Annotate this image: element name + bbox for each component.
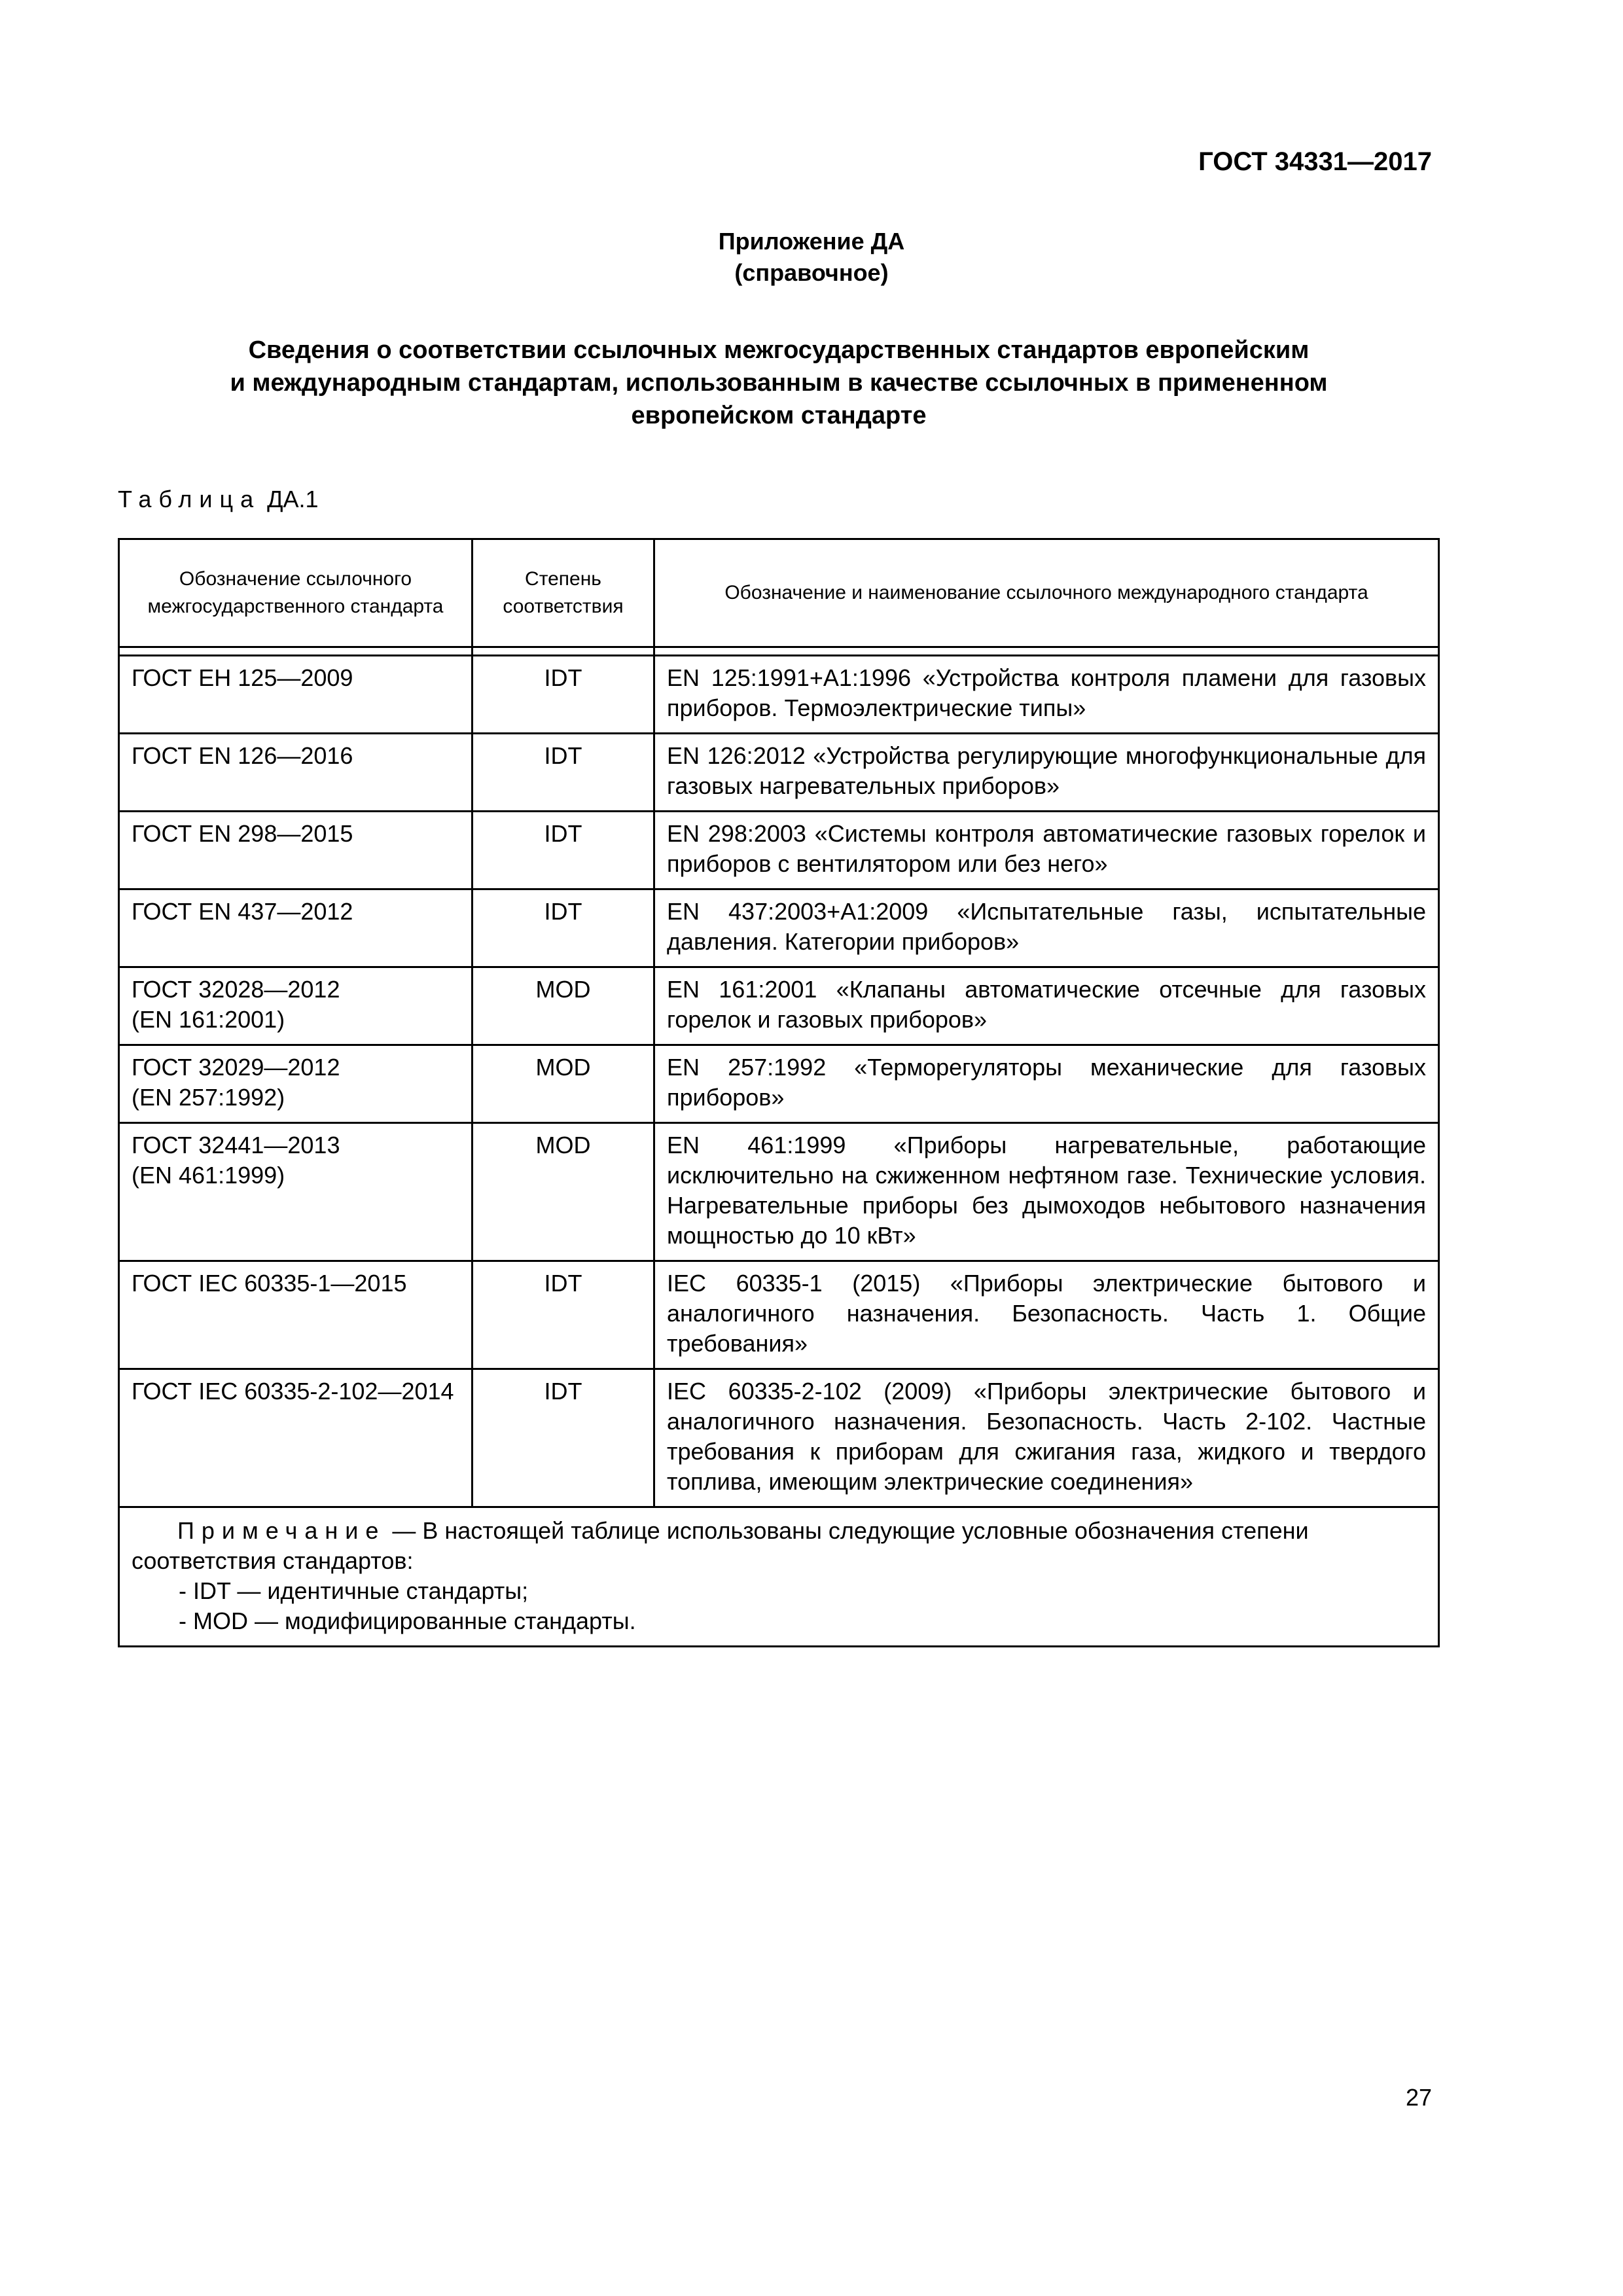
cell-degree: MOD [473, 1123, 654, 1261]
cell-degree: IDT [473, 1369, 654, 1507]
cell-degree: MOD [473, 967, 654, 1045]
cell-degree: IDT [473, 1261, 654, 1369]
cell-degree: MOD [473, 1045, 654, 1123]
table-row [119, 1045, 1439, 1123]
cell-gost [119, 1045, 473, 1123]
standards-table [118, 538, 1440, 1647]
cell-gost [119, 967, 473, 1045]
note-intro [132, 1516, 1426, 1576]
gost-equivalent: (EN 161:2001) [132, 1006, 285, 1033]
cell-intl: IEC 60335-2-102 (2009) «Приборы электрические бытового и аналогичного назначения. Безопасность. Часть 2-102. Частные требования к приборам для сжигания газа, жидкого и твердого топлива, имеющим электрические соединения» [654, 1369, 1439, 1507]
cell-gost: ГОСТ EN 298—2015 [119, 812, 473, 889]
table-caption-number: ДА.1 [260, 486, 319, 512]
gost-equivalent: (EN 257:1992) [132, 1084, 285, 1111]
table-row [119, 812, 1439, 889]
table-row [119, 656, 1439, 734]
header-intl: Обозначение и наименование ссылочного международного стандарта [654, 539, 1439, 647]
table-row [119, 1369, 1439, 1507]
table-row [119, 967, 1439, 1045]
document-code: ГОСТ 34331—2017 [1198, 147, 1432, 176]
header-gap [119, 647, 1439, 656]
table-row [119, 1123, 1439, 1261]
cell-intl: EN 298:2003 «Системы контроля автоматические газовых горелок и приборов с вентилятором или без него» [654, 812, 1439, 889]
table-note-row [119, 1507, 1439, 1647]
gost-equivalent: (EN 461:1999) [132, 1162, 285, 1189]
note-item: - IDT — идентичные стандарты; [179, 1577, 529, 1604]
table-row [119, 734, 1439, 812]
cell-intl: EN 126:2012 «Устройства регулирующие многофункциональные для газовых нагревательных приборов» [654, 734, 1439, 812]
gost-code: ГОСТ 32028—2012 [132, 976, 340, 1003]
annex-kind: (справочное) [734, 259, 889, 286]
section-title-line: Сведения о соответствии ссылочных межгосударственных стандартов европейским [248, 336, 1310, 364]
note-item: - MOD — модифицированные стандарты. [179, 1607, 636, 1634]
table-note [119, 1507, 1439, 1647]
cell-gost: ГОСТ ЕН 125—2009 [119, 656, 473, 734]
cell-intl: EN 257:1992 «Терморегуляторы механические для газовых приборов» [654, 1045, 1439, 1123]
note-text: — В настоящей таблице использованы следующие условные обозначения степени соответствия стандартов: [132, 1517, 1309, 1574]
table-row [119, 889, 1439, 967]
table-row [119, 1261, 1439, 1369]
table-caption [118, 486, 319, 513]
header-gost: Обозначение ссылочного межгосударственного стандарта [119, 539, 473, 647]
cell-gost: ГОСТ IEC 60335-1—2015 [119, 1261, 473, 1369]
cell-gost: ГОСТ EN 126—2016 [119, 734, 473, 812]
cell-degree: IDT [473, 656, 654, 734]
cell-intl: EN 125:1991+A1:1996 «Устройства контроля пламени для газовых приборов. Термоэлектрические типы» [654, 656, 1439, 734]
gost-code: ГОСТ 32441—2013 [132, 1132, 340, 1158]
table-caption-prefix: Таблица [118, 486, 261, 512]
header-degree: Степень соответствия [473, 539, 654, 647]
section-title [118, 334, 1440, 432]
cell-gost: ГОСТ EN 437—2012 [119, 889, 473, 967]
gost-code: ГОСТ 32029—2012 [132, 1054, 340, 1081]
annex-title: Приложение ДА [718, 228, 905, 255]
cell-intl: EN 437:2003+A1:2009 «Испытательные газы, испытательные давления. Категории приборов» [654, 889, 1439, 967]
table-header-row [119, 539, 1439, 647]
page-number: 27 [1405, 2084, 1432, 2111]
cell-degree: IDT [473, 812, 654, 889]
cell-degree: IDT [473, 889, 654, 967]
cell-gost [119, 1123, 473, 1261]
cell-gost: ГОСТ IEC 60335-2-102—2014 [119, 1369, 473, 1507]
section-title-line: и международным стандартам, использованным в качестве ссылочных в примененном [230, 369, 1328, 397]
note-label: Примечание [177, 1517, 386, 1544]
annex-heading [0, 226, 1623, 289]
cell-intl: EN 461:1999 «Приборы нагревательные, работающие исключительно на сжиженном нефтяном газе. Технические условия. Нагревательные приборы без дымоходов небытового назначения мощностью до 10 кВт» [654, 1123, 1439, 1261]
cell-intl: EN 161:2001 «Клапаны автоматические отсечные для газовых горелок и газовых приборов» [654, 967, 1439, 1045]
cell-intl: IEC 60335-1 (2015) «Приборы электрические бытового и аналогичного назначения. Безопасность. Часть 1. Общие требования» [654, 1261, 1439, 1369]
section-title-line: европейском стандарте [631, 402, 927, 429]
cell-degree: IDT [473, 734, 654, 812]
